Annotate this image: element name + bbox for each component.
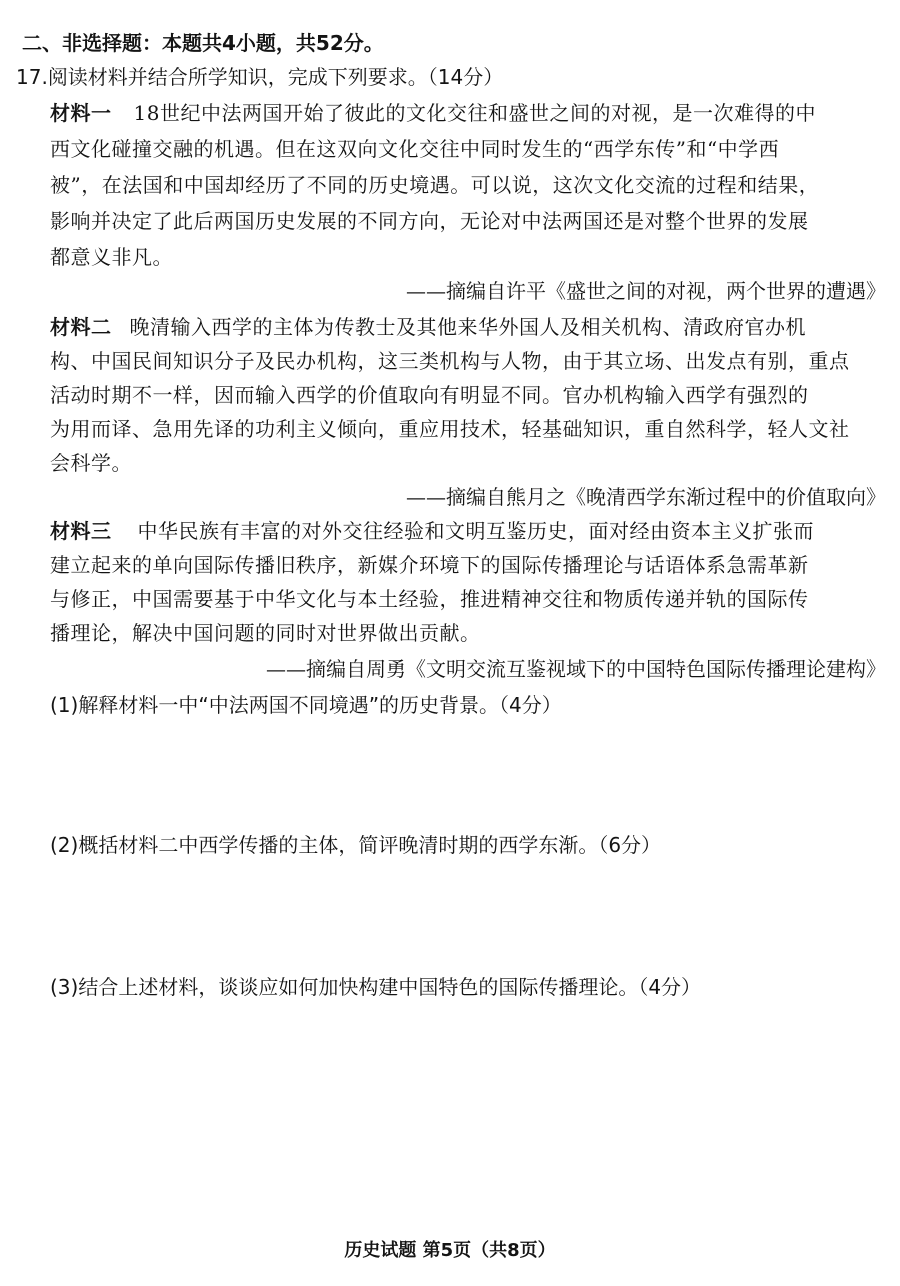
material-3-line-4: 播理论，解决中国问题的同时对世界做出贡献。	[50, 621, 481, 645]
material-2-line-1: 材料二 晚清输入西学的主体为传教士及其他来华外国人及相关机构、清政府官办机	[50, 315, 806, 339]
subquestion-3: (3)结合上述材料，谈谈应如何加快构建中国特色的国际传播理论。（4分）	[50, 975, 702, 999]
material-1-label: 材料一	[50, 101, 112, 125]
material-3-line-2: 建立起来的单向国际传播旧秩序，新媒介环境下的国际传播理论与话语体系急需革新	[50, 553, 809, 577]
question-number: 17.	[16, 65, 48, 89]
material-2-line-5: 会科学。	[50, 451, 132, 475]
material-1-line-1: 材料一 18世纪中法两国开始了彼此的文化交往和盛世之间的对视，是一次难得的中	[50, 101, 816, 125]
material-2-line-3: 活动时期不一样，因而输入西学的价值取向有明显不同。官办机构输入西学有强烈的	[50, 383, 809, 407]
subquestion-2: (2)概括材料二中西学传播的主体，简评晚清时期的西学东渐。（6分）	[50, 833, 662, 857]
material-3-line-1: 材料三 中华民族有丰富的对外交往经验和文明互鉴历史，面对经由资本主义扩张而	[50, 519, 814, 543]
material-3-line-3: 与修正，中国需要基于中华文化与本土经验，推进精神交往和物质传递并轨的国际传	[50, 587, 809, 611]
material-1-source: ——摘编自许平《盛世之间的对视，两个世界的遭遇》	[406, 279, 886, 303]
material-2-source: ——摘编自熊月之《晚清西学东渐过程中的价值取向》	[406, 485, 886, 509]
subquestion-1: (1)解释材料一中“中法两国不同境遇”的历史背景。（4分）	[50, 693, 562, 717]
material-3-source: ——摘编自周勇《文明交流互鉴视域下的中国特色国际传播理论建构》	[266, 657, 886, 681]
material-2-line-2: 构、中国民间知识分子及民办机构，这三类机构与人物，由于其立场、出发点有别，重点	[50, 349, 850, 373]
section-header: 二、非选择题：本题共4小题，共52分。	[22, 31, 384, 55]
material-1-line-4: 影响并决定了此后两国历史发展的不同方向，无论对中法两国还是对整个世界的发展	[50, 209, 809, 233]
material-1-line-2: 西文化碰撞交融的机遇。但在这双向文化交往中同时发生的“西学东传”和“中学西	[50, 137, 780, 161]
material-2-line-4: 为用而译、急用先译的功利主义倾向，重应用技术，轻基础知识，重自然科学，轻人文社	[50, 417, 850, 441]
material-3-label: 材料三	[50, 519, 112, 543]
material-1-line-5: 都意义非凡。	[50, 245, 173, 269]
page-footer: 历史试题 第5页（共8页）	[344, 1240, 556, 1261]
material-2-label: 材料二	[50, 315, 112, 339]
material-1-line-3: 被”，在法国和中国却经历了不同的历史境遇。可以说，这次文化交流的过程和结果，	[50, 173, 820, 197]
question-prompt	[16, 64, 503, 90]
question-text: 阅读材料并结合所学知识，完成下列要求。（14分）	[47, 65, 504, 89]
